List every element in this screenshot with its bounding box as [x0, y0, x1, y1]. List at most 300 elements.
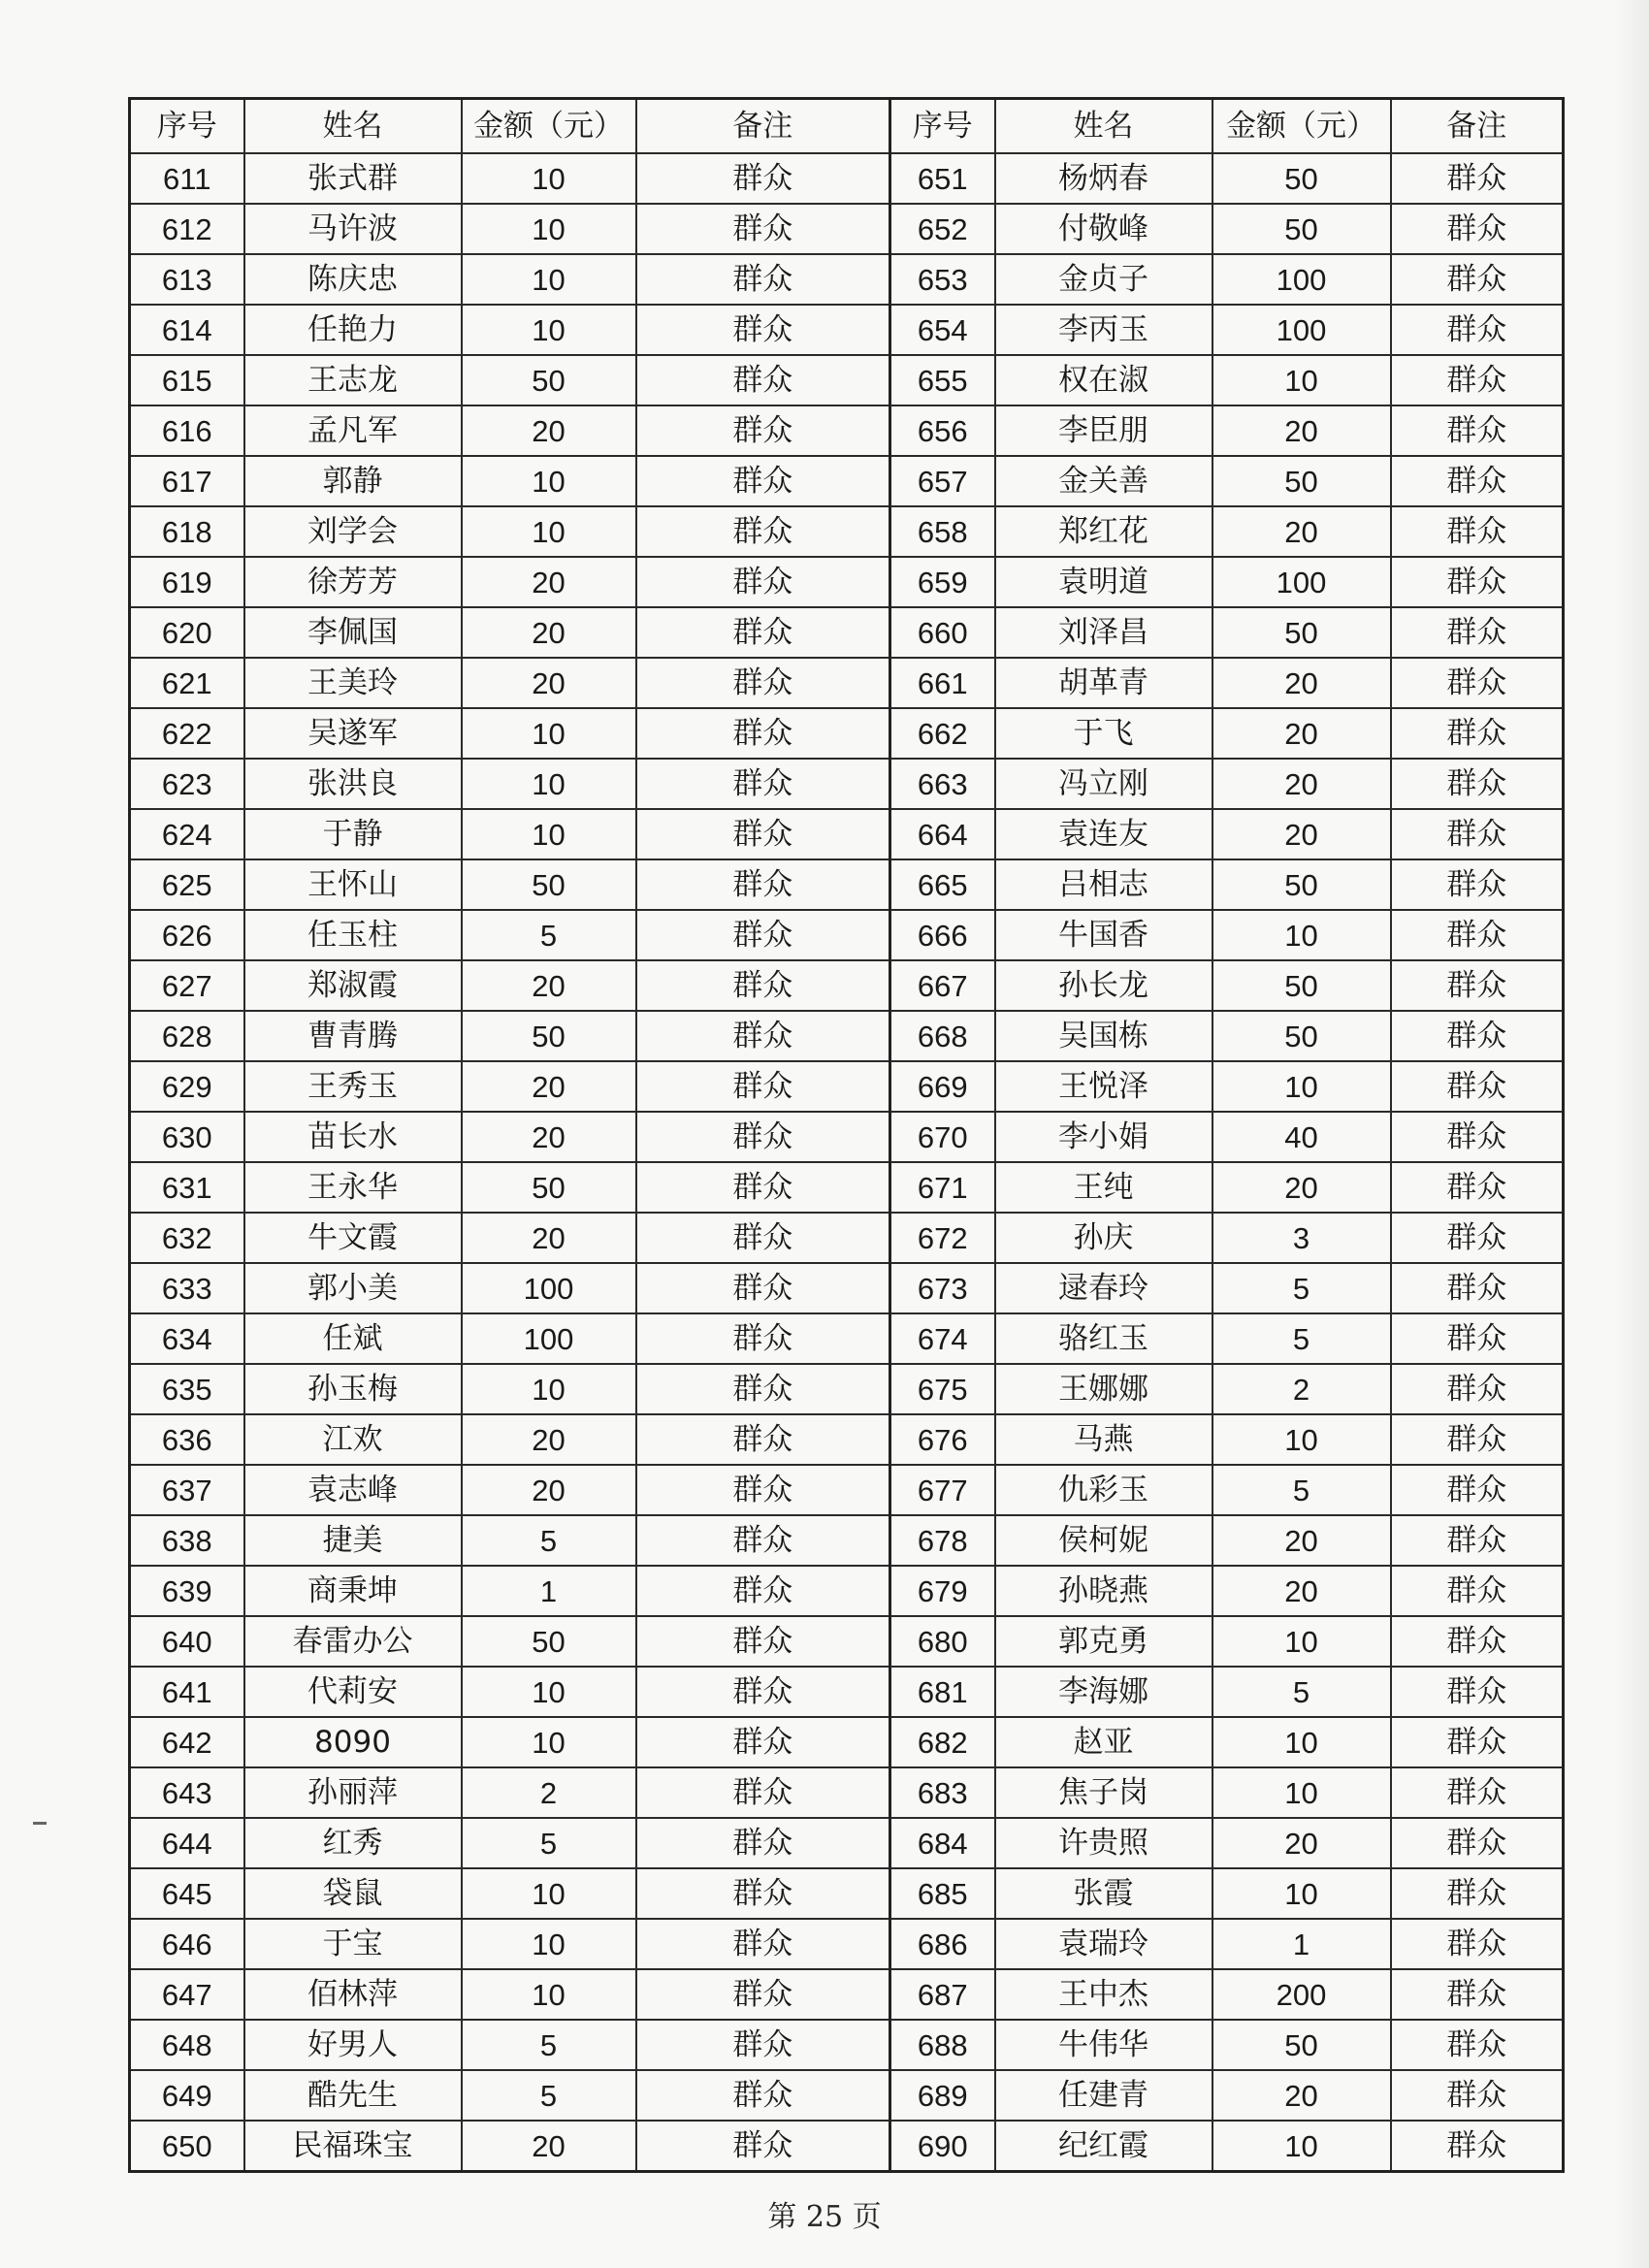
name-cell: 任玉柱 — [244, 910, 462, 960]
remark-cell: 群众 — [1391, 204, 1564, 254]
table-row — [130, 405, 1564, 456]
amount-cell: 10 — [462, 1364, 636, 1414]
amount-cell: 5 — [462, 2020, 636, 2070]
header-cell-amount-right: 金额（元） — [1212, 99, 1391, 154]
seq-cell: 659 — [890, 557, 995, 607]
seq-cell: 624 — [130, 809, 244, 859]
remark-cell: 群众 — [1391, 2020, 1564, 2070]
table-row — [130, 1969, 1564, 2020]
name-cell: 孙长龙 — [995, 960, 1212, 1011]
seq-cell: 664 — [890, 809, 995, 859]
table-row — [130, 1213, 1564, 1263]
header-cell-seq-right: 序号 — [890, 99, 995, 154]
name-cell: 佰林萍 — [244, 1969, 462, 2020]
amount-cell: 50 — [1212, 1011, 1391, 1061]
amount-cell: 10 — [1212, 1061, 1391, 1112]
seq-cell: 631 — [130, 1162, 244, 1213]
name-cell: 骆红玉 — [995, 1313, 1212, 1364]
name-cell: 孙晓燕 — [995, 1566, 1212, 1616]
seq-cell: 613 — [130, 254, 244, 305]
amount-cell: 20 — [1212, 1818, 1391, 1868]
table-row — [130, 708, 1564, 759]
table-row — [130, 305, 1564, 355]
seq-cell: 645 — [130, 1868, 244, 1919]
amount-cell: 2 — [1212, 1364, 1391, 1414]
remark-cell: 群众 — [636, 960, 890, 1011]
table-row — [130, 355, 1564, 405]
name-cell: 权在淑 — [995, 355, 1212, 405]
seq-cell: 611 — [130, 153, 244, 204]
seq-cell: 632 — [130, 1213, 244, 1263]
seq-cell: 651 — [890, 153, 995, 204]
name-cell: 李佩国 — [244, 607, 462, 658]
remark-cell: 群众 — [1391, 1414, 1564, 1465]
amount-cell: 10 — [1212, 1868, 1391, 1919]
amount-cell: 10 — [1212, 1616, 1391, 1667]
remark-cell: 群众 — [636, 1162, 890, 1213]
remark-cell: 群众 — [636, 456, 890, 506]
remark-cell: 群众 — [1391, 1162, 1564, 1213]
table-row — [130, 1667, 1564, 1717]
table-row — [130, 809, 1564, 859]
amount-cell: 20 — [462, 1465, 636, 1515]
seq-cell: 681 — [890, 1667, 995, 1717]
amount-cell: 20 — [1212, 1162, 1391, 1213]
name-cell: 牛伟华 — [995, 2020, 1212, 2070]
remark-cell: 群众 — [1391, 2121, 1564, 2172]
name-cell: 商秉坤 — [244, 1566, 462, 1616]
remark-cell: 群众 — [1391, 1667, 1564, 1717]
seq-cell: 640 — [130, 1616, 244, 1667]
name-cell: 孟凡军 — [244, 405, 462, 456]
remark-cell: 群众 — [636, 1465, 890, 1515]
seq-cell: 614 — [130, 305, 244, 355]
name-cell: 王怀山 — [244, 859, 462, 910]
seq-cell: 655 — [890, 355, 995, 405]
remark-cell: 群众 — [636, 1515, 890, 1566]
amount-cell: 100 — [462, 1263, 636, 1313]
seq-cell: 623 — [130, 759, 244, 809]
amount-cell: 20 — [1212, 658, 1391, 708]
table-row — [130, 204, 1564, 254]
remark-cell: 群众 — [1391, 859, 1564, 910]
seq-cell: 675 — [890, 1364, 995, 1414]
remark-cell: 群众 — [1391, 1767, 1564, 1818]
amount-cell: 10 — [1212, 2121, 1391, 2172]
amount-cell: 10 — [462, 1868, 636, 1919]
amount-cell: 50 — [1212, 960, 1391, 1011]
name-cell: 牛文霞 — [244, 1213, 462, 1263]
seq-cell: 626 — [130, 910, 244, 960]
name-cell: 陈庆忠 — [244, 254, 462, 305]
name-cell: 付敬峰 — [995, 204, 1212, 254]
remark-cell: 群众 — [1391, 910, 1564, 960]
remark-cell: 群众 — [1391, 759, 1564, 809]
table-row — [130, 1061, 1564, 1112]
table-row — [130, 1313, 1564, 1364]
seq-cell: 619 — [130, 557, 244, 607]
seq-cell: 627 — [130, 960, 244, 1011]
remark-cell: 群众 — [1391, 456, 1564, 506]
amount-cell: 20 — [1212, 759, 1391, 809]
amount-cell: 5 — [1212, 1667, 1391, 1717]
name-cell: 张霞 — [995, 1868, 1212, 1919]
amount-cell: 10 — [462, 153, 636, 204]
name-cell: 孙丽萍 — [244, 1767, 462, 1818]
amount-cell: 20 — [1212, 708, 1391, 759]
remark-cell: 群众 — [636, 1061, 890, 1112]
remark-cell: 群众 — [636, 1414, 890, 1465]
name-cell: 代莉安 — [244, 1667, 462, 1717]
remark-cell: 群众 — [1391, 1717, 1564, 1767]
name-cell: 王秀玉 — [244, 1061, 462, 1112]
amount-cell: 100 — [462, 1313, 636, 1364]
header-cell-name-left: 姓名 — [244, 99, 462, 154]
seq-cell: 644 — [130, 1818, 244, 1868]
name-cell: 王永华 — [244, 1162, 462, 1213]
amount-cell: 20 — [462, 1112, 636, 1162]
name-cell: 纪红霞 — [995, 2121, 1212, 2172]
amount-cell: 10 — [1212, 355, 1391, 405]
name-cell: 郑红花 — [995, 506, 1212, 557]
seq-cell: 673 — [890, 1263, 995, 1313]
remark-cell: 群众 — [636, 910, 890, 960]
remark-cell: 群众 — [1391, 1213, 1564, 1263]
table-row — [130, 1112, 1564, 1162]
name-cell: 胡革青 — [995, 658, 1212, 708]
remark-cell: 群众 — [1391, 557, 1564, 607]
name-cell: 于飞 — [995, 708, 1212, 759]
name-cell: 逯春玲 — [995, 1263, 1212, 1313]
remark-cell: 群众 — [636, 1717, 890, 1767]
seq-cell: 666 — [890, 910, 995, 960]
remark-cell: 群众 — [636, 607, 890, 658]
seq-cell: 635 — [130, 1364, 244, 1414]
amount-cell: 20 — [1212, 1515, 1391, 1566]
remark-cell: 群众 — [1391, 1566, 1564, 1616]
amount-cell: 20 — [462, 1414, 636, 1465]
remark-cell: 群众 — [1391, 809, 1564, 859]
table-row — [130, 1717, 1564, 1767]
name-cell: 马许波 — [244, 204, 462, 254]
name-cell: 王悦泽 — [995, 1061, 1212, 1112]
header-cell-remark-right: 备注 — [1391, 99, 1564, 154]
table-row — [130, 859, 1564, 910]
amount-cell: 50 — [1212, 456, 1391, 506]
amount-cell: 10 — [1212, 910, 1391, 960]
name-cell: 侯柯妮 — [995, 1515, 1212, 1566]
seq-cell: 671 — [890, 1162, 995, 1213]
remark-cell: 群众 — [636, 2020, 890, 2070]
name-cell: 仇彩玉 — [995, 1465, 1212, 1515]
table-row — [130, 2121, 1564, 2172]
seq-cell: 646 — [130, 1919, 244, 1969]
amount-cell: 20 — [1212, 1566, 1391, 1616]
remark-cell: 群众 — [1391, 1919, 1564, 1969]
amount-cell: 3 — [1212, 1213, 1391, 1263]
amount-cell: 50 — [462, 355, 636, 405]
name-cell: 孙庆 — [995, 1213, 1212, 1263]
table-row — [130, 1162, 1564, 1213]
table-row — [130, 153, 1564, 204]
amount-cell: 20 — [462, 405, 636, 456]
remark-cell: 群众 — [1391, 1616, 1564, 1667]
name-cell: 袋鼠 — [244, 1868, 462, 1919]
seq-cell: 657 — [890, 456, 995, 506]
amount-cell: 10 — [462, 506, 636, 557]
remark-cell: 群众 — [1391, 1515, 1564, 1566]
seq-cell: 661 — [890, 658, 995, 708]
name-cell: 吴遂军 — [244, 708, 462, 759]
remark-cell: 群众 — [636, 305, 890, 355]
name-cell: 好男人 — [244, 2020, 462, 2070]
seq-cell: 674 — [890, 1313, 995, 1364]
amount-cell: 5 — [462, 1515, 636, 1566]
table-row — [130, 1011, 1564, 1061]
seq-cell: 622 — [130, 708, 244, 759]
remark-cell: 群众 — [636, 2070, 890, 2121]
seq-cell: 643 — [130, 1767, 244, 1818]
seq-cell: 654 — [890, 305, 995, 355]
remark-cell: 群众 — [636, 1919, 890, 1969]
amount-cell: 5 — [1212, 1263, 1391, 1313]
name-cell: 袁志峰 — [244, 1465, 462, 1515]
name-cell: 刘学会 — [244, 506, 462, 557]
amount-cell: 20 — [462, 1213, 636, 1263]
amount-cell: 10 — [462, 254, 636, 305]
seq-cell: 687 — [890, 1969, 995, 2020]
amount-cell: 10 — [1212, 1414, 1391, 1465]
name-cell: 捷美 — [244, 1515, 462, 1566]
name-cell: 酷先生 — [244, 2070, 462, 2121]
name-cell: 焦子岗 — [995, 1767, 1212, 1818]
name-cell: 任建青 — [995, 2070, 1212, 2121]
remark-cell: 群众 — [636, 2121, 890, 2172]
name-cell: 孙玉梅 — [244, 1364, 462, 1414]
scan-speck — [33, 1822, 47, 1825]
name-cell: 于静 — [244, 809, 462, 859]
amount-cell: 40 — [1212, 1112, 1391, 1162]
name-cell: 杨炳春 — [995, 153, 1212, 204]
table-row — [130, 506, 1564, 557]
remark-cell: 群众 — [636, 1263, 890, 1313]
seq-cell: 667 — [890, 960, 995, 1011]
table-row — [130, 1767, 1564, 1818]
amount-cell: 5 — [462, 1818, 636, 1868]
seq-cell: 684 — [890, 1818, 995, 1868]
name-cell: 袁瑞玲 — [995, 1919, 1212, 1969]
remark-cell: 群众 — [636, 254, 890, 305]
remark-cell: 群众 — [636, 1313, 890, 1364]
table-row — [130, 2020, 1564, 2070]
seq-cell: 683 — [890, 1767, 995, 1818]
amount-cell: 20 — [462, 960, 636, 1011]
amount-cell: 100 — [1212, 305, 1391, 355]
table-row — [130, 1616, 1564, 1667]
remark-cell: 群众 — [1391, 1061, 1564, 1112]
seq-cell: 612 — [130, 204, 244, 254]
name-cell: 吕相志 — [995, 859, 1212, 910]
name-cell: 冯立刚 — [995, 759, 1212, 809]
table-row — [130, 557, 1564, 607]
table-row — [130, 1566, 1564, 1616]
amount-cell: 10 — [1212, 1717, 1391, 1767]
header-cell-amount-left: 金额（元） — [462, 99, 636, 154]
table-row — [130, 1919, 1564, 1969]
amount-cell: 10 — [462, 759, 636, 809]
name-cell: 王中杰 — [995, 1969, 1212, 2020]
name-cell: 徐芳芳 — [244, 557, 462, 607]
name-cell: 于宝 — [244, 1919, 462, 1969]
name-cell: 李丙玉 — [995, 305, 1212, 355]
name-cell: 王志龙 — [244, 355, 462, 405]
name-cell: 王纯 — [995, 1162, 1212, 1213]
header-cell-remark-left: 备注 — [636, 99, 890, 154]
table-row — [130, 2070, 1564, 2121]
amount-cell: 10 — [462, 305, 636, 355]
seq-cell: 660 — [890, 607, 995, 658]
seq-cell: 647 — [130, 1969, 244, 2020]
amount-cell: 50 — [1212, 2020, 1391, 2070]
table-row — [130, 456, 1564, 506]
remark-cell: 群众 — [1391, 1818, 1564, 1868]
amount-cell: 20 — [462, 557, 636, 607]
remark-cell: 群众 — [636, 1767, 890, 1818]
table-body — [130, 153, 1564, 2172]
seq-cell: 662 — [890, 708, 995, 759]
seq-cell: 641 — [130, 1667, 244, 1717]
remark-cell: 群众 — [636, 759, 890, 809]
name-cell: 民福珠宝 — [244, 2121, 462, 2172]
seq-cell: 649 — [130, 2070, 244, 2121]
seq-cell: 618 — [130, 506, 244, 557]
name-cell: 苗长水 — [244, 1112, 462, 1162]
donation-table — [128, 97, 1565, 2173]
amount-cell: 20 — [462, 2121, 636, 2172]
donation-table-container — [128, 97, 1562, 2173]
seq-cell: 628 — [130, 1011, 244, 1061]
remark-cell: 群众 — [636, 1818, 890, 1868]
remark-cell: 群众 — [1391, 405, 1564, 456]
seq-cell: 650 — [130, 2121, 244, 2172]
amount-cell: 10 — [462, 1969, 636, 2020]
name-cell: 郭克勇 — [995, 1616, 1212, 1667]
seq-cell: 668 — [890, 1011, 995, 1061]
seq-cell: 672 — [890, 1213, 995, 1263]
table-row — [130, 254, 1564, 305]
amount-cell: 100 — [1212, 557, 1391, 607]
name-cell: 曹青腾 — [244, 1011, 462, 1061]
name-cell: 任斌 — [244, 1313, 462, 1364]
remark-cell: 群众 — [1391, 254, 1564, 305]
name-cell: 张洪良 — [244, 759, 462, 809]
amount-cell: 10 — [462, 809, 636, 859]
name-cell: 郭小美 — [244, 1263, 462, 1313]
seq-cell: 656 — [890, 405, 995, 456]
seq-cell: 669 — [890, 1061, 995, 1112]
amount-cell: 5 — [1212, 1465, 1391, 1515]
page-number: 第 25 页 — [767, 2200, 882, 2234]
seq-cell: 690 — [890, 2121, 995, 2172]
name-cell: 郭静 — [244, 456, 462, 506]
amount-cell: 1 — [462, 1566, 636, 1616]
remark-cell: 群众 — [1391, 960, 1564, 1011]
amount-cell: 10 — [462, 204, 636, 254]
seq-cell: 686 — [890, 1919, 995, 1969]
seq-cell: 677 — [890, 1465, 995, 1515]
name-cell: 李臣朋 — [995, 405, 1212, 456]
seq-cell: 648 — [130, 2020, 244, 2070]
seq-cell: 676 — [890, 1414, 995, 1465]
seq-cell: 689 — [890, 2070, 995, 2121]
seq-cell: 658 — [890, 506, 995, 557]
amount-cell: 100 — [1212, 254, 1391, 305]
name-cell: 袁连友 — [995, 809, 1212, 859]
amount-cell: 10 — [462, 1717, 636, 1767]
amount-cell: 20 — [462, 1061, 636, 1112]
amount-cell: 10 — [462, 456, 636, 506]
name-cell: 吴国栋 — [995, 1011, 1212, 1061]
seq-cell: 678 — [890, 1515, 995, 1566]
remark-cell: 群众 — [636, 658, 890, 708]
remark-cell: 群众 — [636, 355, 890, 405]
remark-cell: 群众 — [1391, 1112, 1564, 1162]
seq-cell: 688 — [890, 2020, 995, 2070]
name-cell: 王娜娜 — [995, 1364, 1212, 1414]
seq-cell: 633 — [130, 1263, 244, 1313]
amount-cell: 20 — [1212, 2070, 1391, 2121]
seq-cell: 620 — [130, 607, 244, 658]
remark-cell: 群众 — [1391, 1465, 1564, 1515]
seq-cell: 665 — [890, 859, 995, 910]
seq-cell: 634 — [130, 1313, 244, 1364]
name-cell: 郑淑霞 — [244, 960, 462, 1011]
remark-cell: 群众 — [1391, 708, 1564, 759]
remark-cell: 群众 — [636, 557, 890, 607]
amount-cell: 20 — [1212, 506, 1391, 557]
amount-cell: 50 — [462, 1011, 636, 1061]
name-cell: 8090 — [244, 1717, 462, 1767]
name-cell: 红秀 — [244, 1818, 462, 1868]
seq-cell: 638 — [130, 1515, 244, 1566]
remark-cell: 群众 — [1391, 1263, 1564, 1313]
amount-cell: 10 — [462, 708, 636, 759]
table-row — [130, 1414, 1564, 1465]
amount-cell: 20 — [1212, 405, 1391, 456]
remark-cell: 群众 — [1391, 1011, 1564, 1061]
remark-cell: 群众 — [636, 506, 890, 557]
remark-cell: 群众 — [636, 204, 890, 254]
remark-cell: 群众 — [636, 1868, 890, 1919]
amount-cell: 20 — [462, 607, 636, 658]
table-row — [130, 759, 1564, 809]
seq-cell: 615 — [130, 355, 244, 405]
table-row — [130, 1515, 1564, 1566]
table-row — [130, 910, 1564, 960]
seq-cell: 670 — [890, 1112, 995, 1162]
remark-cell: 群众 — [636, 859, 890, 910]
table-row — [130, 658, 1564, 708]
seq-cell: 685 — [890, 1868, 995, 1919]
remark-cell: 群众 — [1391, 153, 1564, 204]
amount-cell: 50 — [1212, 607, 1391, 658]
remark-cell: 群众 — [1391, 1868, 1564, 1919]
remark-cell: 群众 — [636, 809, 890, 859]
remark-cell: 群众 — [636, 1011, 890, 1061]
remark-cell: 群众 — [636, 1969, 890, 2020]
table-row — [130, 1364, 1564, 1414]
amount-cell: 50 — [1212, 859, 1391, 910]
